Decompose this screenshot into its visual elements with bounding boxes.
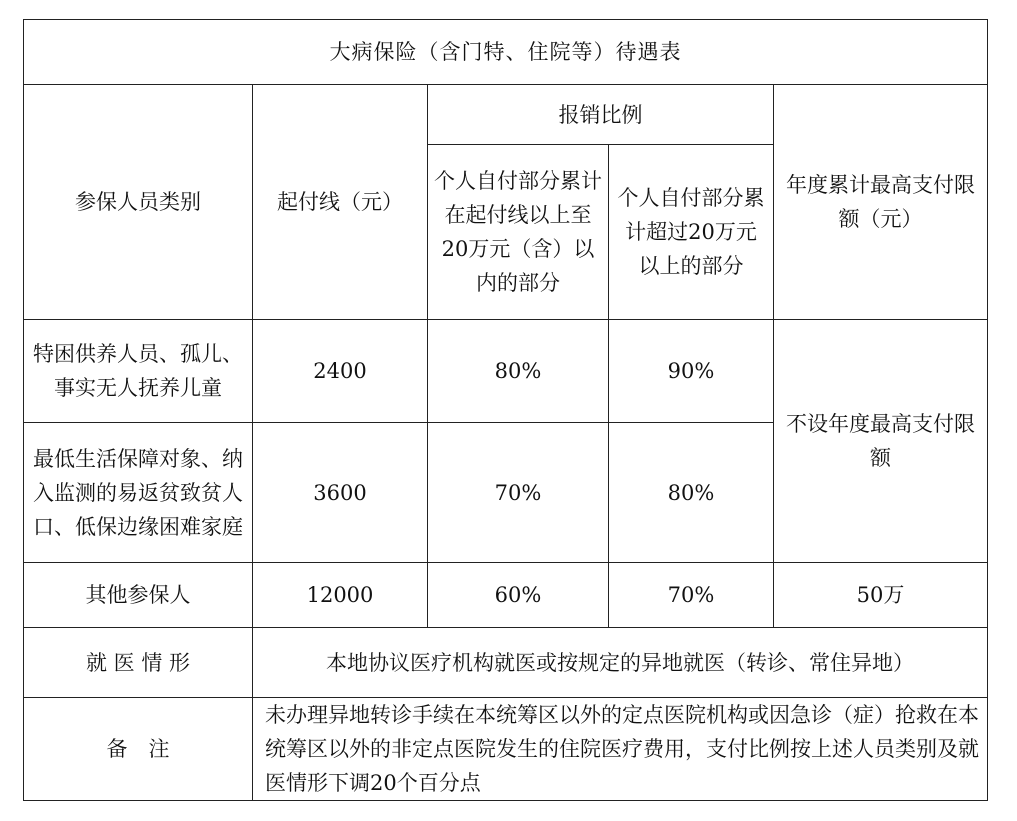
medical-situation-label: 就 医 情 形 — [24, 628, 253, 698]
header-deductible: 起付线（元） — [253, 85, 428, 320]
row-rate-low: 80% — [428, 320, 609, 423]
remarks-value: 未办理异地转诊手续在本统筹区以外的定点医院机构或因急诊（症）抢救在本统筹区以外的非定点医院发生的住院医疗费用，支付比例按上述人员类别及就医情形下调20个百分点 — [253, 698, 988, 801]
header-annual-cap: 年度累计最高支付限额（元） — [774, 85, 988, 320]
row-rate-high: 80% — [609, 423, 774, 563]
row-rate-high: 70% — [609, 563, 774, 628]
header-reimburse-group: 报销比例 — [428, 85, 774, 145]
header-reimburse-high: 个人自付部分累计超过20万元以上的部分 — [609, 145, 774, 320]
row-deductible: 3600 — [253, 423, 428, 563]
header-reimburse-low: 个人自付部分累计在起付线以上至20万元（含）以内的部分 — [428, 145, 609, 320]
merged-annual-cap: 不设年度最高支付限额 — [774, 320, 988, 563]
table-title: 大病保险（含门特、住院等）待遇表 — [24, 20, 988, 85]
row-rate-high: 90% — [609, 320, 774, 423]
row-category: 特困供养人员、孤儿、事实无人抚养儿童 — [24, 320, 253, 423]
row-rate-low: 70% — [428, 423, 609, 563]
row-rate-low: 60% — [428, 563, 609, 628]
benefit-table — [23, 19, 988, 801]
remarks-label: 备 注 — [24, 698, 253, 801]
row-annual-cap: 50万 — [774, 563, 988, 628]
row-category: 最低生活保障对象、纳入监测的易返贫致贫人口、低保边缘困难家庭 — [24, 423, 253, 563]
row-deductible: 12000 — [253, 563, 428, 628]
row-deductible: 2400 — [253, 320, 428, 423]
row-category: 其他参保人 — [24, 563, 253, 628]
medical-situation-value: 本地协议医疗机构就医或按规定的异地就医（转诊、常住异地） — [253, 628, 988, 698]
header-category: 参保人员类别 — [24, 85, 253, 320]
